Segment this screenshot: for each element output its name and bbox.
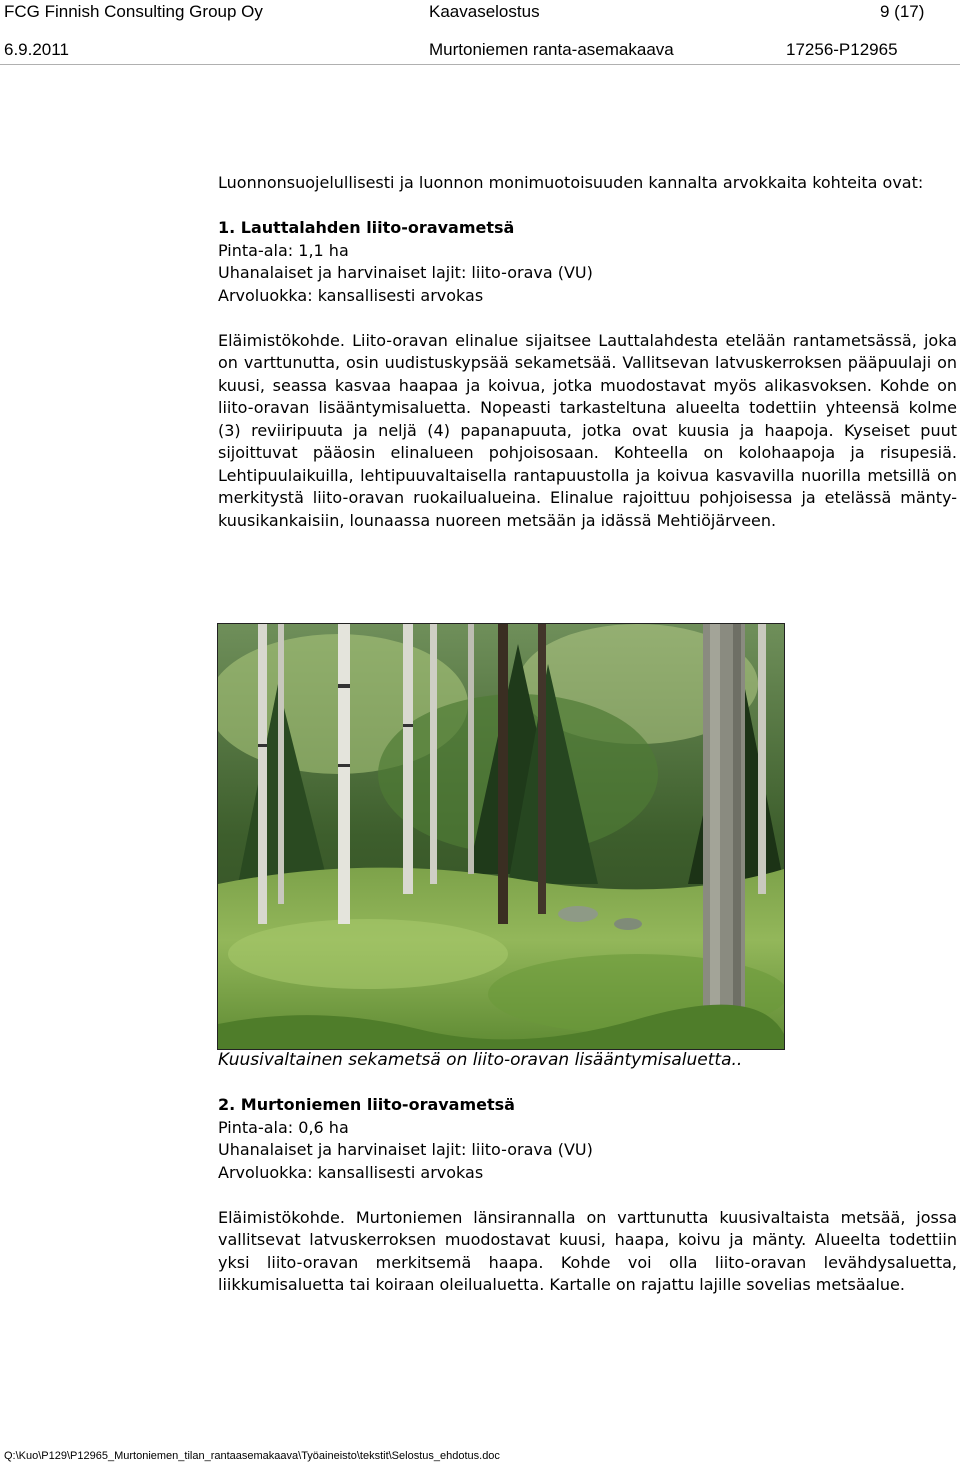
site-1-description: Eläimistökohde. Liito-oravan elinalue sijaitsee Lauttalahdesta etelään rantametsässä, joka on varttunutta, osin uudistuskypsää sekametsää. Vallitsevan latvuskerroksen pääpuulaji on kuusi, seassa kasvaa haapaa ja koivua, jotka muodostavat myös alikasvoksen. Kohde on liito-oravan lisääntymisaluetta. Nopeasti tarkasteltuna alueelta todettiin yhteensä kolme (3) reviiripuuta ja neljä (4) papanapuuta, jotka ovat kuusia ja haapoja. Kyseiset puut sijoittuvat pääosin elinalueen pohjoisosaan. Kohteella on kolohaapoja ja risupesiä. Lehtipuulaikuilla, lehtipuuvaltaisella rantapuustolla ja koivua kasvavilla nuorilla metsillä on merkitystä liito-oravan ruokailualueina. Elinalue rajoittuu pohjoisessa ja etelässä mänty-kuusikankaisiin, lounaassa nuoreen metsään ja idässä Mehtiöjärveen. <box>218 330 957 530</box>
forest-photo <box>217 623 785 1050</box>
site-1-area: Pinta-ala: 1,1 ha <box>218 240 349 260</box>
site-1-class: Arvoluokka: kansallisesti arvokas <box>218 285 484 305</box>
page-header-row-2 <box>0 40 960 60</box>
site-2-title: 2. Murtoniemen liito-oravametsä <box>218 1095 515 1114</box>
section-site-2 <box>218 1094 957 1297</box>
section-site-1 <box>218 172 957 532</box>
site-2-species: Uhanalaiset ja harvinaiset lajit: liito-orava (VU) <box>218 1140 593 1159</box>
page-number: 9 (17) <box>880 2 925 21</box>
site-2-class: Arvoluokka: kansallisesti arvokas <box>218 1162 484 1182</box>
photo-caption: Kuusivaltainen sekametsä on liito-oravan lisääntymisaluetta.. <box>218 1050 743 1070</box>
site-2-area: Pinta-ala: 0,6 ha <box>218 1117 349 1137</box>
header-divider <box>0 64 960 65</box>
site-2-description: Eläimistökohde. Murtoniemen länsirannalla on varttunutta kuusivaltaista metsää, jossa vallitsevat latvuskerroksen muodostavat kuusi, haapa, koivu ja mänty. Alueelta todettiin yksi liito-oravan merkitsemä haapa. Kohde voi olla liito-oravan levähdysaluetta, liikkumisaluetta tai koiraan oleilualuetta. Kartalle on rajattu lajille sovelias metsäalue. <box>218 1207 957 1294</box>
site-1-title: 1. Lauttalahden liito-oravametsä <box>218 218 515 237</box>
project-name: Murtoniemen ranta-asemakaava <box>429 40 674 59</box>
document-date: 6.9.2011 <box>4 40 69 59</box>
company-name: FCG Finnish Consulting Group Oy <box>4 2 263 21</box>
intro-paragraph: Luonnonsuojelullisesti ja luonnon monimuotoisuuden kannalta arvokkaita kohteita ovat: <box>218 173 924 192</box>
document-type: Kaavaselostus <box>429 2 540 21</box>
page-header-row-1 <box>0 2 960 22</box>
site-1-species: Uhanalaiset ja harvinaiset lajit: liito-orava (VU) <box>218 263 593 282</box>
project-code: 17256-P12965 <box>786 40 898 59</box>
file-path-footer: Q:\Kuo\P129\P12965_Murtoniemen_tilan_rantaasemakaava\Työaineisto\tekstit\Selostus_ehdotus.doc <box>4 1450 500 1462</box>
